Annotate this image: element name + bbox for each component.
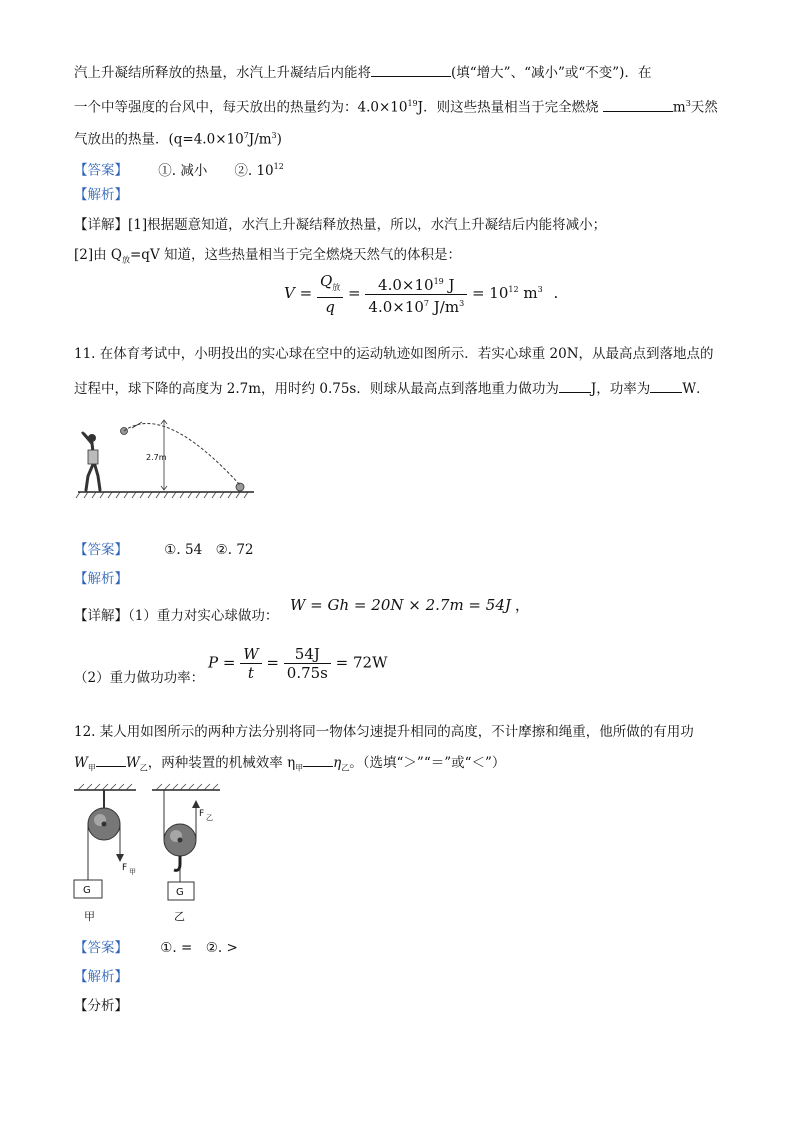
force-sub-yi: 乙	[206, 814, 213, 822]
answer-text: ①. = ②. >	[160, 940, 238, 956]
pulley-figure	[70, 782, 230, 927]
exponent: 12	[508, 285, 519, 294]
q10-line-3	[74, 126, 282, 150]
eq-work: W = Gh = 20N × 2.7m = 54J	[290, 596, 511, 614]
q11-blank-1[interactable]	[559, 378, 591, 393]
q11-detail-2	[74, 668, 204, 688]
subscript: 放	[121, 255, 130, 265]
subscript: 放	[332, 283, 341, 292]
fraction-values	[284, 645, 331, 682]
eq-num: Q	[319, 272, 333, 290]
detail-tag: 【详解】	[74, 608, 128, 624]
eq-num: 4.0×10	[378, 275, 434, 294]
unit: J	[443, 275, 455, 294]
q12-symbol: η	[333, 755, 342, 771]
q12-text: 。（选填“＞”“＝”或“＜”）	[349, 755, 506, 771]
exponent: 3	[537, 285, 543, 294]
force-label-yi: F	[199, 809, 205, 819]
exponent: 7	[423, 298, 430, 308]
eq-rhs: = 10	[471, 284, 509, 302]
q10-blank-1[interactable]	[371, 62, 451, 77]
q10-text: 气放出的热量．(q=4.0×10	[74, 131, 244, 148]
fraction-q-over-q	[317, 272, 343, 316]
q10-blank-2[interactable]	[603, 97, 673, 112]
subscript: 甲	[295, 763, 304, 773]
answer-text: ①. 减小 ②. 10	[158, 162, 274, 179]
q10-answer	[74, 157, 284, 181]
eq-num: W	[240, 645, 261, 664]
exponent: 7	[243, 131, 249, 140]
q12-symbol: W	[74, 755, 88, 771]
q10-detail-2	[74, 245, 461, 271]
unit: J/m	[429, 297, 460, 316]
q10-text: )	[276, 131, 282, 148]
eq-den: q	[325, 298, 335, 316]
force-sub-jia: 甲	[129, 868, 136, 876]
answer-text: ①. 54 ②. 72	[164, 542, 254, 558]
q12-analysis	[74, 967, 128, 987]
q11-equation-2: P = $\frac{W}{t}$ = $\frac{54J}{0.75s}$ = 72W	[208, 645, 388, 682]
eq-end: .	[553, 284, 559, 302]
q12-answer	[74, 938, 238, 958]
q10-text: J．则这些热量相当于完全燃烧	[417, 99, 599, 116]
answer-tag: 【答案】	[74, 162, 128, 179]
figure-label-jia: 甲	[84, 910, 95, 923]
exponent: 3	[459, 298, 465, 308]
q10-line-2	[74, 94, 718, 118]
detail-text: [1]根据题意知道，水汽上升凝结释放热量，所以，水汽上升凝结后内能将减小；	[128, 217, 607, 233]
q12-symbol: W	[125, 755, 140, 771]
figure-label-yi: 乙	[174, 910, 185, 923]
exponent: 3	[271, 131, 277, 140]
eq-lhs: V =	[284, 284, 313, 302]
q11-line-1	[74, 344, 714, 364]
eq-den: t	[247, 664, 254, 682]
movable-pulley-icon	[152, 784, 220, 900]
q10-text: J/m	[248, 131, 272, 148]
analysis-section-tag: 【分析】	[74, 998, 128, 1014]
fraction-values	[365, 273, 467, 316]
answer-tag: 【答案】	[74, 542, 128, 558]
q12-analysis-2	[74, 996, 128, 1016]
analysis-tag: 【解析】	[74, 571, 128, 587]
q12-blank-2[interactable]	[303, 752, 333, 767]
eq-rhs: = 72W	[335, 653, 388, 672]
analysis-tag: 【解析】	[74, 969, 128, 985]
subscript: 乙	[341, 763, 350, 773]
fraction-w-over-t	[240, 645, 261, 682]
detail-tag: 【详解】	[74, 217, 128, 233]
q11-text: J，功率为	[590, 381, 651, 397]
q10-line-1	[74, 62, 651, 83]
subscript: 乙	[139, 763, 148, 773]
q11-answer	[74, 540, 254, 560]
athlete-icon	[82, 432, 100, 490]
detail-text: （2）重力做功功率：	[74, 670, 205, 686]
q11-text: 过程中，球下降的高度为 2.7m，用时约 0.75s．则球从最高点到落地重力做功为	[74, 381, 559, 397]
q11-detail-1	[74, 606, 278, 626]
eq-den: 4.0×10	[368, 297, 424, 316]
eq-den: 0.75s	[286, 664, 328, 682]
q11-analysis	[74, 569, 128, 589]
shot-put-figure	[74, 410, 264, 502]
eq-num: 54J	[284, 645, 331, 664]
q12-blank-1[interactable]	[96, 752, 126, 767]
q10-text: 天然	[690, 99, 718, 116]
exponent: 19	[433, 276, 444, 286]
q10-text: (填“增大”、“减小”或“不变”)．在	[451, 65, 652, 81]
q10-detail-1	[74, 215, 606, 235]
q10-analysis	[74, 185, 128, 205]
exponent: 3	[685, 99, 691, 108]
q12-text: 12. 某人用如图所示的两种方法分别将同一物体匀速提升相同的高度，不计摩擦和绳重，他所做的有用功	[74, 724, 694, 740]
height-label: 2.7m	[146, 453, 167, 462]
force-label-jia: F	[122, 863, 128, 873]
q10-text: 汽上升凝结所释放的热量，水汽上升凝结后内能将	[74, 65, 371, 81]
q12-line-1	[74, 722, 694, 742]
detail-text: =qV 知道，这些热量相当于完全燃烧天然气的体积是：	[129, 247, 461, 263]
unit: m	[518, 284, 538, 302]
answer-tag: 【答案】	[74, 940, 128, 956]
weight-label: G	[176, 887, 184, 898]
detail-text: （1）重力对实心球做功：	[128, 608, 279, 624]
detail-text: [2]由 Q	[74, 247, 122, 263]
weight-label: G	[83, 885, 91, 896]
q11-text: 11. 在体育考试中，小明投出的实心球在空中的运动轨迹如图所示．若实心球重 20N，从最高点到落地点的	[74, 346, 714, 362]
q10-text: 一个中等强度的台风中，每天放出的热量约为：4.0×10	[74, 99, 408, 116]
unit: m	[672, 99, 686, 116]
q11-text: W．	[682, 381, 710, 397]
analysis-tag: 【解析】	[74, 187, 128, 203]
q12-line-2	[74, 752, 505, 779]
exponent: 12	[273, 162, 284, 171]
fixed-pulley-icon	[74, 784, 136, 898]
q10-equation: V = $\frac{Q_放}{q}$ = $\frac{4.0\times 10^{19} J}{4.0\times 10^7 J/m^3}$ = $10^{12}$ $m^3$ .	[284, 272, 559, 316]
exponent: 19	[407, 99, 418, 108]
q11-equation-1	[290, 594, 530, 615]
eq-end: ，	[514, 596, 530, 614]
q11-blank-2[interactable]	[650, 378, 682, 393]
subscript: 甲	[87, 763, 96, 773]
eq-lhs: P =	[208, 653, 236, 672]
q11-line-2	[74, 378, 710, 399]
q12-text: ，两种装置的机械效率 η	[147, 755, 296, 771]
